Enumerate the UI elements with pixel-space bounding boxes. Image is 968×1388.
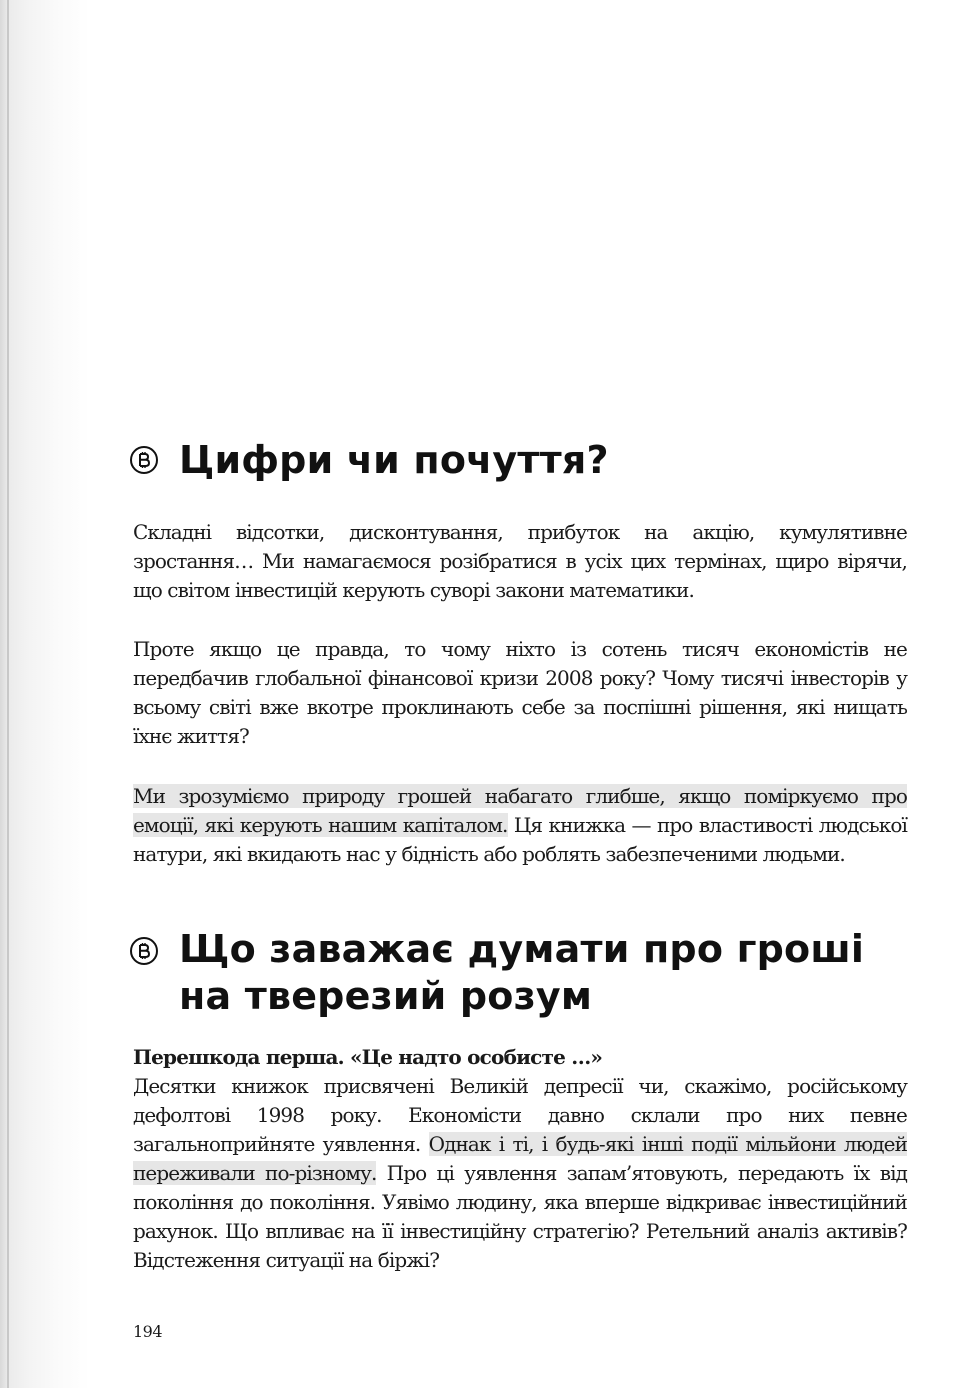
section-heading-obstacles — [130, 926, 864, 1020]
heading-title: Цифри чи почуття? — [179, 438, 609, 482]
heading-title — [179, 926, 864, 1020]
paragraph-text: Про ці уявлення запам’ятовують, передають їх від покоління до покоління. Уявімо людину, яка вперше відкриває інвестиційний рахунок. Що впливає на її інвестиційну стратегію? Ретельний аналіз активів? Відстеження ситуації на біржі? — [133, 1161, 907, 1272]
paragraph-1: Складні відсотки, дисконтування, прибуток на акцію, кумулятивне зростання… Ми намагаємося розібратися в усіх цих термінах, щиро вірячи, що світом інвестицій керують суворі закони математики. — [133, 520, 907, 602]
paragraph-2: Проте якщо це правда, то чому ніхто із сотень тисяч економістів не передбачив глобальної фінансової кризи 2008 року? Чому тисячі інвесторів у всьому світі вже вкотре проклинають себе за поспішні рішення, які нищать їхнє життя? — [133, 637, 907, 748]
bitcoin-icon — [130, 446, 158, 474]
page-number: 194 — [133, 1322, 163, 1341]
paragraph-3 — [133, 782, 907, 869]
page-gutter-shadow — [0, 0, 90, 1388]
bitcoin-icon — [130, 937, 158, 965]
heading-line-1: Що заважає думати про гроші — [179, 927, 865, 971]
highlighted-text: Ми зрозуміємо природу грошей набагато глибше, якщо поміркуємо про емоції, які керують нашим капіталом. — [133, 784, 907, 837]
heading-line-2: на тверезий розум — [179, 974, 593, 1018]
highlighted-text: Однак і ті, і будь-які інші події мільйони людей переживали по-різному. — [133, 1132, 908, 1185]
subheading: Перешкода перша. «Це надто особисте …» — [133, 1045, 603, 1069]
paragraph-text: Десятки книжок присвячені Великій депресії чи, скажімо, російському дефолтові 1998 року. Економісти давно склали про них певне загальноприйняте уявлення. — [133, 1074, 907, 1156]
paragraph-4 — [133, 1072, 907, 1275]
section-heading-numbers-or-feelings — [130, 437, 609, 484]
page-edge — [7, 0, 9, 1388]
paragraph-text: Ця книжка — про властивості людської натури, які вкидають нас у бідність або роблять забезпеченими людьми. — [133, 813, 908, 866]
